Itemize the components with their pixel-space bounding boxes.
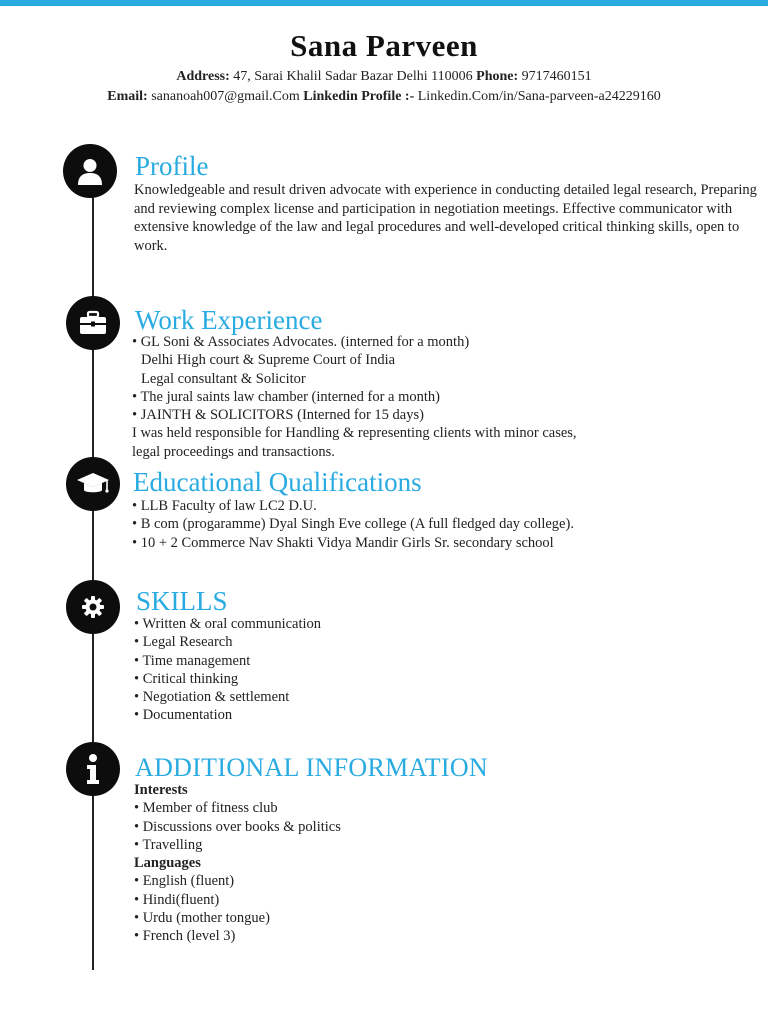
user-icon [63, 144, 117, 198]
list-item: • Discussions over books & politics [134, 818, 341, 835]
work-list [132, 333, 752, 461]
list-item: • GL Soni & Associates Advocates. (interned for a month) [132, 334, 470, 350]
list-item: • Member of fitness club [134, 800, 278, 817]
email-label: Email: [107, 89, 148, 104]
education-list [132, 497, 752, 552]
top-accent-bar [0, 0, 768, 6]
phone-value: 9717460151 [521, 69, 592, 84]
resume-name: Sana Parveen [290, 28, 478, 63]
list-item: • Travelling [134, 836, 203, 853]
list-item: • Time management [134, 652, 251, 669]
email-value[interactable]: sananoah007@gmail.Com [151, 89, 300, 104]
linkedin-value[interactable]: Linkedin.Com/in/Sana-parveen-a24229160 [417, 89, 661, 104]
profile-text: Knowledgeable and result driven advocate with experience in conducting detailed legal research, Preparing and reviewing complex license and participation in negotiation meetings. Effective communicator with extensive knowledge of the law and legal procedures and well-developed critical thinking skills, open to work. [134, 182, 757, 254]
list-item: • Hindi(fluent) [134, 891, 220, 908]
gear-icon [66, 580, 120, 634]
contact-line-email [0, 89, 768, 105]
skills-list [134, 615, 754, 725]
linkedin-label: Linkedin Profile :- [303, 89, 415, 104]
address-value: 47, Sarai Khalil Sadar Bazar Delhi 110006 [233, 69, 473, 84]
list-item: • LLB Faculty of law LC2 D.U. [132, 498, 317, 514]
list-item: • 10 + 2 Commerce Nav Shakti Vidya Mandir Girls Sr. secondary school [132, 534, 554, 551]
interests-label: Interests [134, 782, 188, 798]
list-item: I was held responsible for Handling & representing clients with minor cases, [132, 425, 577, 442]
list-item: • Critical thinking [134, 670, 239, 687]
info-icon [66, 742, 120, 796]
list-item: • B com (progaramme) Dyal Singh Eve college (A full fledged day college). [132, 516, 574, 533]
list-item: • Urdu (mother tongue) [134, 910, 270, 927]
list-item: • JAINTH & SOLICITORS (Interned for 15 days) [132, 407, 424, 424]
list-item: • French (level 3) [134, 928, 236, 945]
address-label: Address: [176, 69, 230, 84]
education-heading: Educational Qualifications [133, 467, 422, 497]
list-item: • Negotiation & settlement [134, 689, 290, 706]
timeline-line [92, 175, 94, 970]
list-item: legal proceedings and transactions. [132, 443, 335, 460]
list-item: Delhi High court & Supreme Court of India [141, 352, 396, 369]
contact-line-address [0, 69, 768, 85]
list-item: • Written & oral communication [134, 616, 322, 632]
work-heading: Work Experience [135, 305, 323, 335]
briefcase-icon [66, 296, 120, 350]
profile-heading: Profile [135, 151, 209, 181]
skills-heading: SKILLS [136, 586, 228, 616]
additional-list [134, 781, 754, 946]
list-item: • Legal Research [134, 634, 233, 651]
list-item: • The jural saints law chamber (interned for a month) [132, 388, 440, 405]
phone-label: Phone: [476, 69, 519, 84]
list-item: Legal consultant & Solicitor [141, 370, 306, 387]
graduation-cap-icon [66, 457, 120, 511]
list-item: • English (fluent) [134, 873, 235, 890]
additional-heading: ADDITIONAL INFORMATION [135, 753, 488, 782]
list-item: • Documentation [134, 707, 233, 724]
languages-label: Languages [134, 855, 201, 872]
